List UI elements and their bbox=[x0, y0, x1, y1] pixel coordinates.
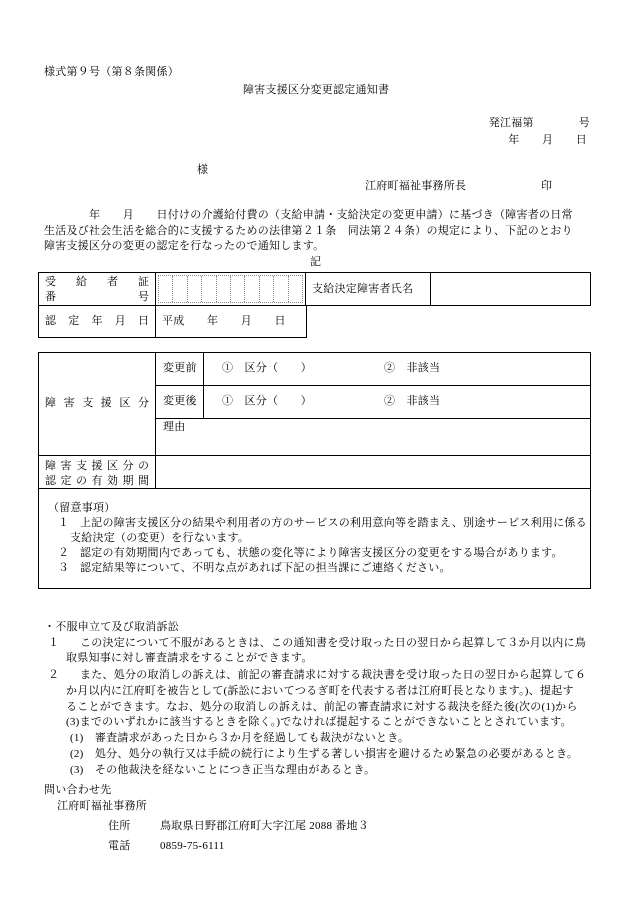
appeal-line: か月以内に江府町を被告として(訴訟においてつるぎ町を代表する者は江府町長となります。)、提起す bbox=[66, 685, 574, 697]
digit-box bbox=[187, 276, 201, 302]
seal-mark: 印 bbox=[541, 180, 553, 192]
validity-cell bbox=[155, 455, 591, 489]
digit-box bbox=[216, 276, 230, 302]
appeal-heading: ・不服申立て及び取消訴訟 bbox=[44, 621, 179, 633]
before-option-category: ① 区分（ ） bbox=[222, 362, 312, 374]
intro-line: 生活及び社会生活を総合的に支援するための法律第２１条 同法第２４条）の規定により、下記のとおり bbox=[44, 225, 573, 237]
ki-heading: 記 bbox=[310, 256, 322, 268]
reason-cell bbox=[155, 418, 591, 456]
after-label: 変更後 bbox=[163, 395, 197, 407]
cert-date-label: 認定年月日 bbox=[45, 315, 149, 327]
document-title: 障害支援区分変更認定通知書 bbox=[243, 84, 390, 96]
appeal-number: １ bbox=[48, 637, 60, 649]
digit-box bbox=[172, 276, 186, 302]
intro-line: 年 月 日付けの介護給付費の（支給申請・支給決定の変更申請）に基づき（障害者の日常 bbox=[44, 209, 573, 221]
holder-name-label: 支給決定障害者氏名 bbox=[312, 283, 414, 295]
digit-box bbox=[201, 276, 215, 302]
form-number: 様式第９号（第８条関係） bbox=[44, 66, 179, 78]
addressee-suffix: 様 bbox=[197, 164, 209, 176]
cert-date-value: 平成 年 月 日 bbox=[162, 315, 286, 327]
cert-number-label: 番号 bbox=[45, 291, 149, 303]
digit-box bbox=[288, 276, 302, 302]
appeal-exception: (1) 審査請求があった日から３か月を経過しても裁決がないとき。 bbox=[70, 732, 410, 744]
contact-address: 鳥取県日野郡江府町大字江尾 2088 番地３ bbox=[160, 820, 369, 832]
after-option-not-applicable: ② 非該当 bbox=[384, 395, 441, 407]
appeal-line: (3)までのいずれかに該当するときを除く。)でなければ提起することができないこととされています。 bbox=[66, 716, 572, 728]
holder-name-cell bbox=[430, 272, 591, 306]
note-number: ２ bbox=[58, 547, 70, 559]
issuer-name: 江府町福祉事務所長 bbox=[365, 180, 467, 192]
note-line: 支給決定（の変更）を行ないます。 bbox=[70, 532, 250, 544]
note-line: 認定の有効期間内であっても、状態の変化等により障害支援区分の変更をする場合があります。 bbox=[80, 547, 563, 559]
appeal-line: 取県知事に対し審査請求をすることができます。 bbox=[66, 652, 313, 664]
reason-label: 理由 bbox=[163, 421, 186, 433]
note-line: 認定結果等について、不明な点があれば下記の担当課にご連絡ください。 bbox=[80, 562, 451, 574]
cert-number-label: 受給者証 bbox=[45, 276, 149, 288]
digit-box bbox=[273, 276, 287, 302]
issue-date: 年 月 日 bbox=[508, 134, 587, 146]
digit-box bbox=[230, 276, 244, 302]
appeal-exception: (2) 処分、処分の執行又は手続の続行により生ずる著しい損害を避けるため緊急の必要があるとき。 bbox=[70, 748, 579, 760]
cert-number-cell bbox=[155, 272, 306, 306]
appeal-line: この決定について不服があるときは、この通知書を受け取った日の翌日から起算して３か月以内に鳥 bbox=[80, 637, 587, 649]
cert-number-digit-boxes bbox=[158, 275, 303, 303]
note-line: 上記の障害支援区分の結果や利用者の方のサービスの利用意向等を踏まえ、別途サービス利用に係る bbox=[80, 517, 587, 529]
classification-label: 障害支援区分 bbox=[45, 397, 149, 409]
notes-heading: （留意事項） bbox=[48, 502, 116, 514]
note-number: ３ bbox=[58, 562, 70, 574]
contact-phone-label: 電話 bbox=[108, 840, 131, 852]
digit-box bbox=[259, 276, 273, 302]
appeal-line: ることができます。なお、処分の取消しの訴えは、前記の審査請求に対する裁決を経た後(次の(1)から bbox=[66, 701, 578, 713]
digit-box bbox=[159, 276, 172, 302]
appeal-number: ２ bbox=[48, 669, 60, 681]
appeal-exception: (3) その他裁決を経ないことにつき正当な理由があるとき。 bbox=[70, 764, 376, 776]
validity-label: 認定の有効期間 bbox=[45, 475, 149, 487]
appeal-line: また、処分の取消しの訴えは、前記の審査請求に対する裁決書を受け取った日の翌日から起算して６ bbox=[80, 669, 587, 681]
contact-phone: 0859-75-6111 bbox=[160, 840, 225, 852]
document-number: 発江福第 号 bbox=[488, 117, 590, 129]
after-option-category: ① 区分（ ） bbox=[222, 395, 312, 407]
before-label: 変更前 bbox=[163, 362, 197, 374]
contact-address-label: 住所 bbox=[108, 820, 131, 832]
contact-heading: 問い合わせ先 bbox=[44, 784, 112, 796]
digit-box bbox=[244, 276, 258, 302]
before-option-not-applicable: ② 非該当 bbox=[384, 362, 441, 374]
validity-label: 障害支援区分の bbox=[45, 460, 149, 472]
note-number: １ bbox=[58, 517, 70, 529]
intro-line: 障害支援区分の変更の認定を行なったので通知します。 bbox=[44, 240, 325, 252]
contact-office: 江府町福祉事務所 bbox=[57, 800, 147, 812]
